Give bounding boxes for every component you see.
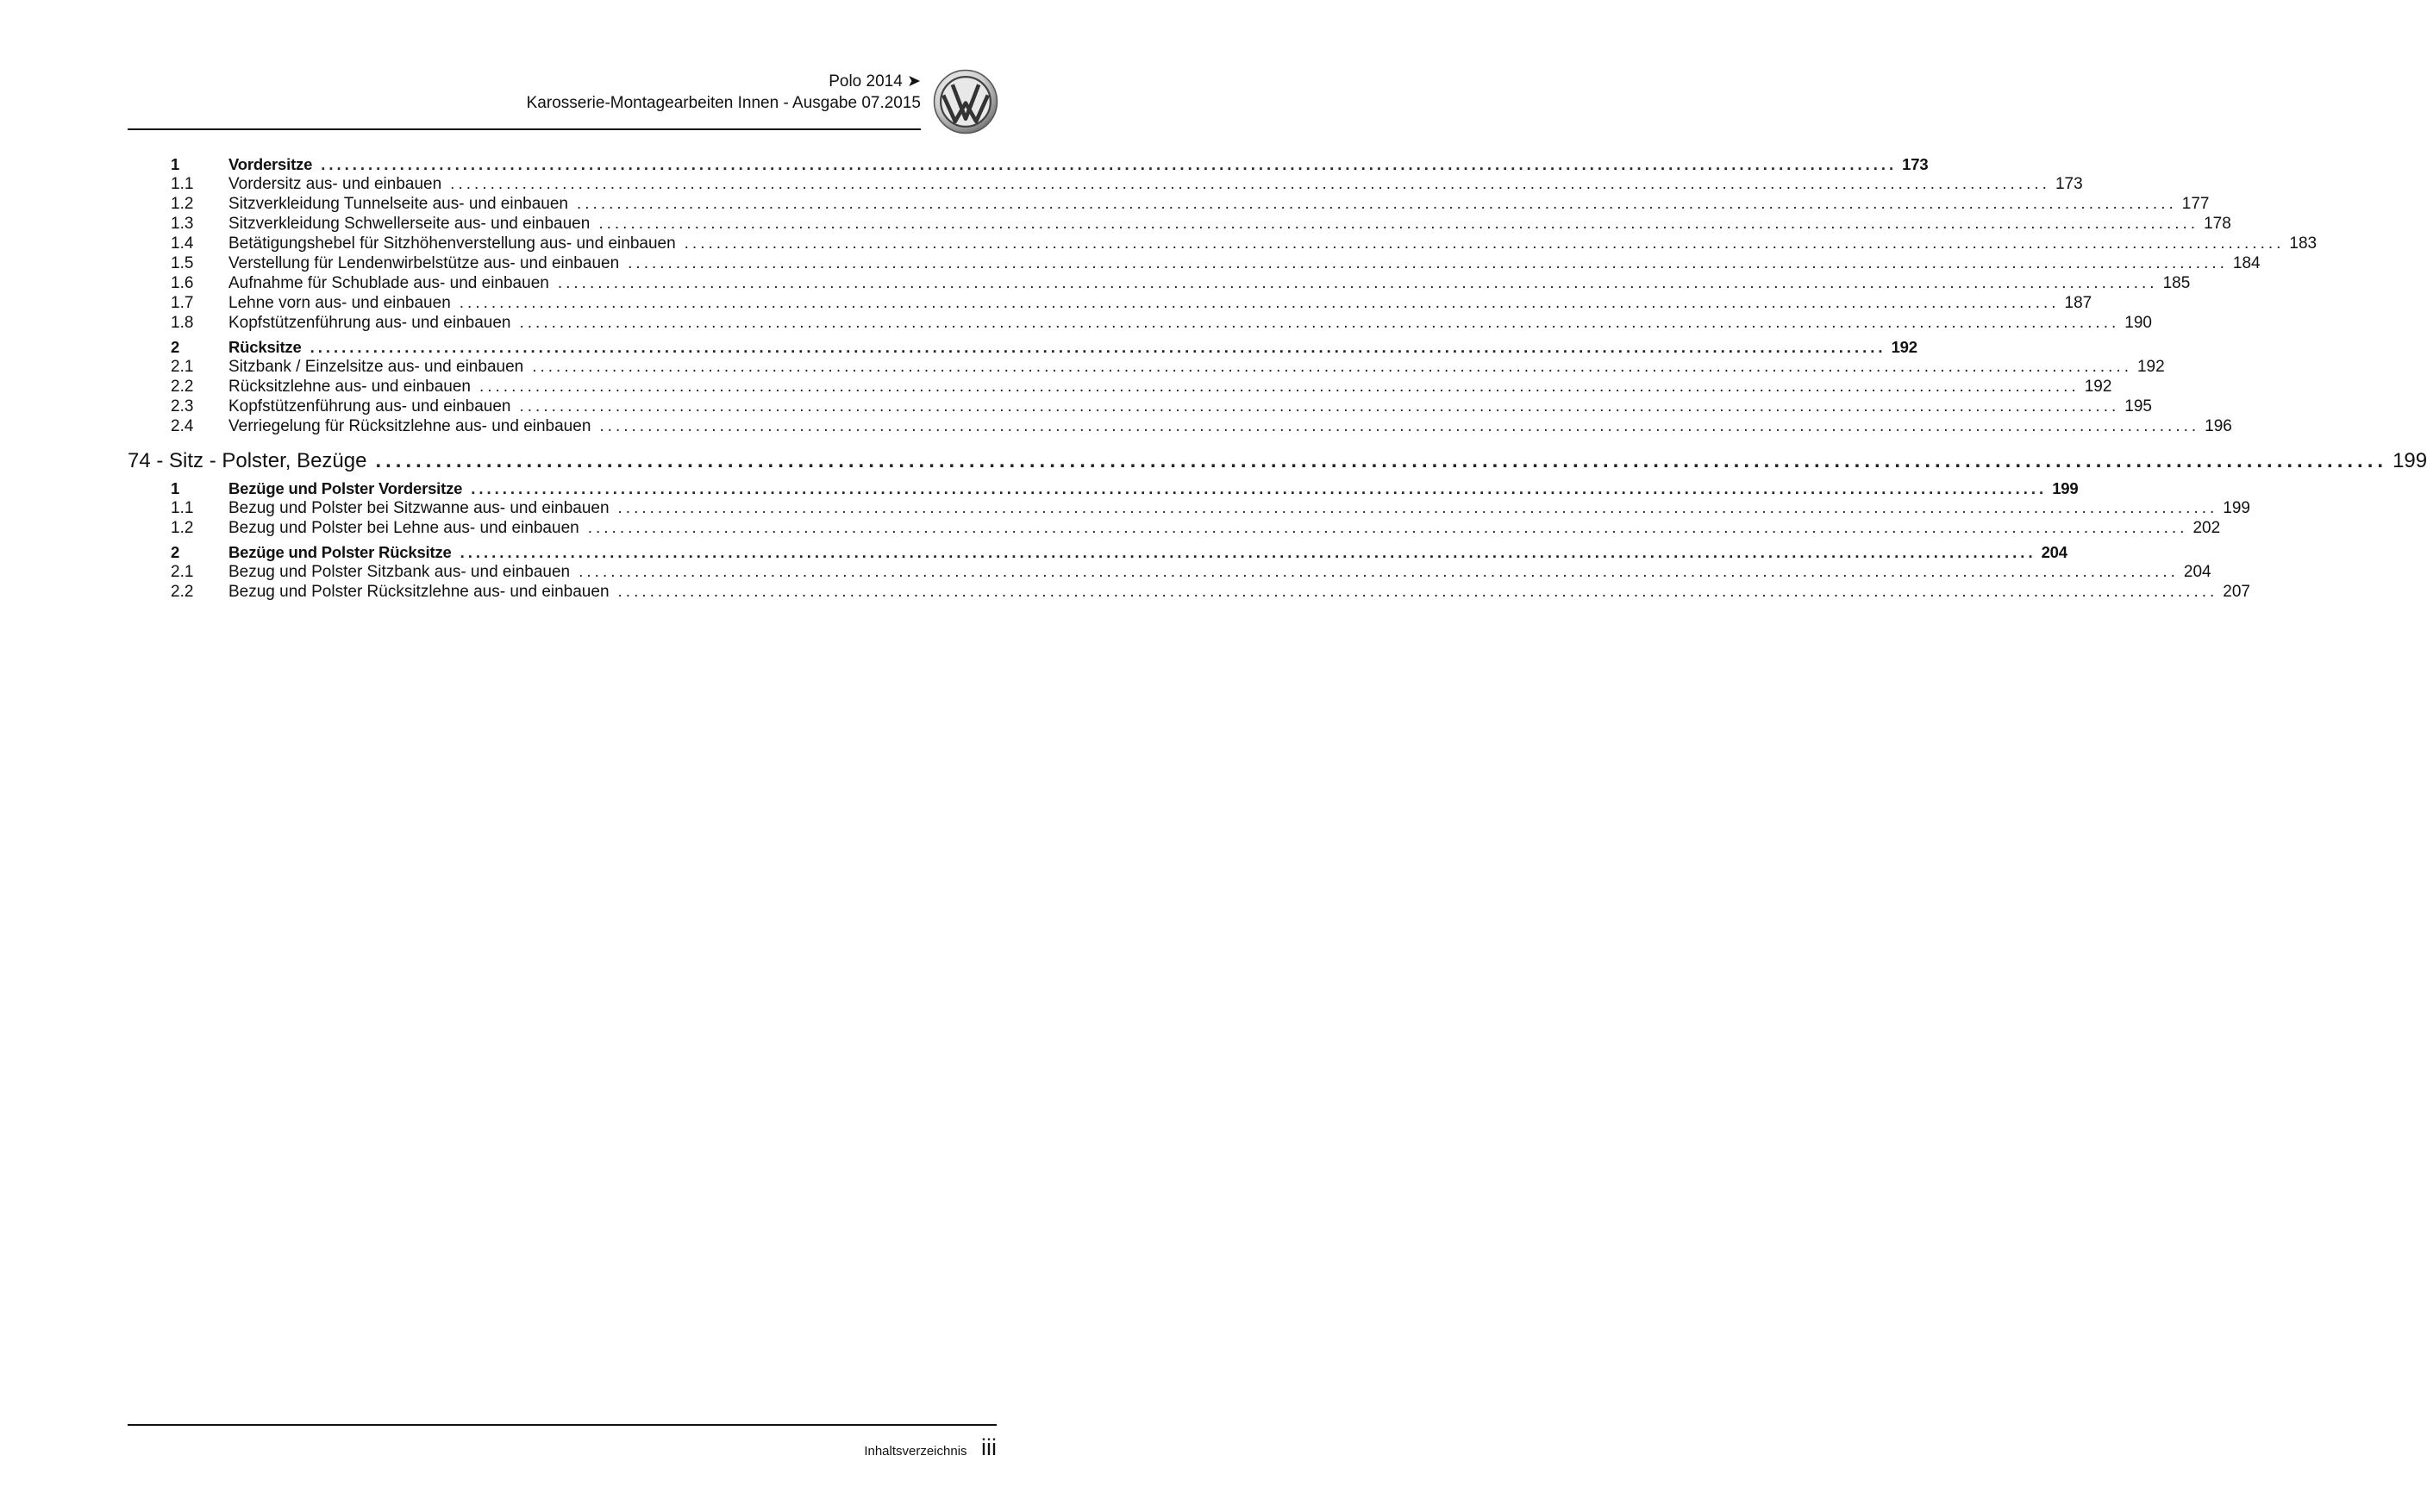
toc-leader-dots: ........................................................................................................................................................................................................ xyxy=(599,417,2200,435)
toc-entry-number: 2.1 xyxy=(171,563,194,581)
toc-entry[interactable] xyxy=(171,397,2152,416)
toc-entry-page: 192 xyxy=(1891,338,1917,356)
toc-entry[interactable] xyxy=(171,215,2231,234)
toc-entry-title: Rücksitze xyxy=(228,338,302,356)
toc-entry-title: Bezüge und Polster Vordersitze xyxy=(228,479,463,497)
toc-leader-dots: ........................................................................................................................................................................................................ xyxy=(617,499,2218,517)
toc-entry-page: 195 xyxy=(2124,397,2152,415)
toc-entry-title: Verriegelung für Rücksitzlehne aus- und einbauen xyxy=(228,417,591,435)
toc-entry[interactable] xyxy=(171,234,2318,253)
toc-entry[interactable] xyxy=(171,563,2211,582)
toc-leader-dots: ........................................................................................................................................................................................................ xyxy=(479,378,2080,396)
toc-entry[interactable] xyxy=(171,338,1917,357)
toc-entry-number: 1.6 xyxy=(171,274,194,292)
toc-leader-dots: ........................................................................................................................................................................................................ xyxy=(557,274,2158,292)
toc-entry[interactable] xyxy=(171,499,2250,518)
toc-entry-page: 173 xyxy=(1902,155,1929,173)
toc-leader-dots: ........................................................................................................................................................................................................ xyxy=(321,155,1898,173)
toc-entry-page: 202 xyxy=(2192,519,2221,537)
toc-entry[interactable] xyxy=(171,294,2092,313)
toc-entry-number: 2.3 xyxy=(171,397,194,415)
toc-entry-page: 192 xyxy=(2084,378,2112,396)
toc-entry-number: 1 xyxy=(171,479,180,497)
toc-entry-page: 204 xyxy=(2041,543,2067,561)
toc-leader-dots: ........................................................................................................................................................................................................ xyxy=(684,234,2285,253)
toc-entry-title: Vordersitze xyxy=(228,155,313,173)
toc-leader-dots: ........................................................................................................................................................................................................ xyxy=(579,563,2179,581)
footer-divider xyxy=(128,1424,997,1426)
toc-entry-page: 184 xyxy=(2232,254,2261,272)
header-divider xyxy=(128,128,921,130)
toc-entry-page: 177 xyxy=(2181,195,2210,213)
toc-leader-dots: ........................................................................................................................................................................................................ xyxy=(577,195,2177,213)
manual-title: Karosserie-Montagearbeiten Innen - Ausgabe 07.2015 xyxy=(526,94,921,112)
toc-chapter[interactable] xyxy=(128,449,2427,473)
vw-logo-icon xyxy=(933,69,998,134)
toc-entry[interactable] xyxy=(171,254,2261,273)
toc-entry-page: 173 xyxy=(2055,175,2083,193)
toc-entry-title: Bezug und Polster bei Sitzwanne aus- und einbauen xyxy=(228,499,610,517)
document-header xyxy=(128,71,921,114)
toc-entry-number: 1 xyxy=(171,155,180,173)
toc-entry-title: Sitzverkleidung Tunnelseite aus- und einbauen xyxy=(228,195,568,213)
toc-entry-title: Rücksitzlehne aus- und einbauen xyxy=(228,378,471,396)
toc-leader-dots: ........................................................................................................................................................................................................ xyxy=(519,397,2120,415)
toc-entry[interactable] xyxy=(171,378,2112,397)
toc-entry-page: 178 xyxy=(2204,215,2231,233)
toc-entry-number: 1.8 xyxy=(171,314,194,332)
toc-entry-page: 192 xyxy=(2136,358,2165,376)
toc-entry[interactable] xyxy=(171,519,2221,538)
toc-entry-number: 2.4 xyxy=(171,417,194,435)
toc-entry[interactable] xyxy=(171,314,2152,333)
toc-entry[interactable] xyxy=(171,155,1929,174)
toc-entry-number: 2.2 xyxy=(171,583,194,601)
toc-entry-title: Vordersitz aus- und einbauen xyxy=(228,175,442,193)
toc-entry-title: Kopfstützenführung aus- und einbauen xyxy=(228,314,511,332)
toc-leader-dots: ........................................................................................................................................................................................................ xyxy=(598,215,2199,233)
toc-entry-number: 1.1 xyxy=(171,175,194,193)
toc-entry-number: 1.7 xyxy=(171,294,194,312)
toc-entry[interactable] xyxy=(171,195,2210,214)
toc-entry-title: Betätigungshebel für Sitzhöhenverstellung aus- und einbauen xyxy=(228,234,676,253)
toc-entry-number: 1.3 xyxy=(171,215,194,233)
toc-entry-number: 2 xyxy=(171,543,180,561)
toc-leader-dots: ........................................................................................................................................................................................................ xyxy=(587,519,2188,537)
toc-entry-title: Bezug und Polster bei Lehne aus- und einbauen xyxy=(228,519,579,537)
toc-entry[interactable] xyxy=(171,583,2250,602)
toc-entry-number: 2.2 xyxy=(171,378,194,396)
toc-entry-page: 204 xyxy=(2183,563,2211,581)
toc-entry-number: 1.5 xyxy=(171,254,194,272)
toc-entry[interactable] xyxy=(171,543,2067,562)
toc-entry-page: 207 xyxy=(2223,583,2250,601)
toc-entry[interactable] xyxy=(171,479,2079,498)
toc-entry[interactable] xyxy=(171,274,2191,293)
toc-entry-title: Aufnahme für Schublade aus- und einbauen xyxy=(228,274,549,292)
toc-entry-number: 1.4 xyxy=(171,234,194,253)
toc-entry-title: Sitzbank / Einzelsitze aus- und einbauen xyxy=(228,358,524,376)
toc-leader-dots: ........................................................................................................................................................................................................ xyxy=(628,254,2228,272)
toc-entry-number: 2.1 xyxy=(171,358,194,376)
model-title: Polo 2014 ➤ xyxy=(829,72,921,91)
document-footer xyxy=(776,1434,997,1461)
toc-entry-page: 183 xyxy=(2289,234,2318,253)
toc-entry-title: Sitzverkleidung Schwellerseite aus- und einbauen xyxy=(228,215,591,233)
toc-leader-dots: ........................................................................................................................................................................................................ xyxy=(617,583,2218,601)
toc-entry-page: 199 xyxy=(2223,499,2250,517)
toc-entry-page: 196 xyxy=(2205,417,2232,435)
toc-entry[interactable] xyxy=(171,358,2165,377)
toc-leader-dots: ........................................................................................................................................................................................................ xyxy=(460,543,2036,561)
toc-entry-page: 199 xyxy=(2393,449,2427,472)
toc-leader-dots: ........................................................................................................................................................................................................ xyxy=(471,479,2048,497)
toc-leader-dots: ........................................................................................................................................................................................................ xyxy=(459,294,2060,312)
page-number: iii xyxy=(981,1434,997,1460)
toc-leader-dots: ........................................................................................................................................................................................................ xyxy=(532,358,2132,376)
toc-entry-title: Bezug und Polster Sitzbank aus- und einbauen xyxy=(228,563,571,581)
toc-entry-title: Lehne vorn aus- und einbauen xyxy=(228,294,451,312)
toc-entry-title: 74 - Sitz - Polster, Bezüge xyxy=(128,449,367,472)
toc-entry-title: Bezug und Polster Rücksitzlehne aus- und einbauen xyxy=(228,583,610,601)
toc-entry-number: 1.1 xyxy=(171,499,194,517)
toc-leader-dots: ........................................................................................................................................................................................................ xyxy=(519,314,2120,332)
toc-entry-number: 1.2 xyxy=(171,519,194,537)
toc-entry-number: 2 xyxy=(171,338,180,356)
toc-entry-page: 199 xyxy=(2052,479,2079,497)
toc-entry-number: 1.2 xyxy=(171,195,194,213)
toc-leader-dots: ........................................................................................................................................................................................................ xyxy=(450,175,2050,193)
toc-entry-page: 187 xyxy=(2064,294,2092,312)
toc-leader-dots: ........................................................................................................................................................................................................ xyxy=(375,449,2388,472)
toc-entry-title: Verstellung für Lendenwirbelstütze aus- und einbauen xyxy=(228,254,620,272)
toc-entry[interactable] xyxy=(171,175,2083,194)
toc-entry-page: 190 xyxy=(2124,314,2152,332)
footer-label: Inhaltsverzeichnis xyxy=(864,1444,967,1459)
toc-entry-title: Bezüge und Polster Rücksitze xyxy=(228,543,452,561)
toc-entry-title: Kopfstützenführung aus- und einbauen xyxy=(228,397,511,415)
toc-leader-dots: ........................................................................................................................................................................................................ xyxy=(310,338,1886,356)
toc-entry[interactable] xyxy=(171,417,2232,436)
toc-entry-page: 185 xyxy=(2162,274,2191,292)
